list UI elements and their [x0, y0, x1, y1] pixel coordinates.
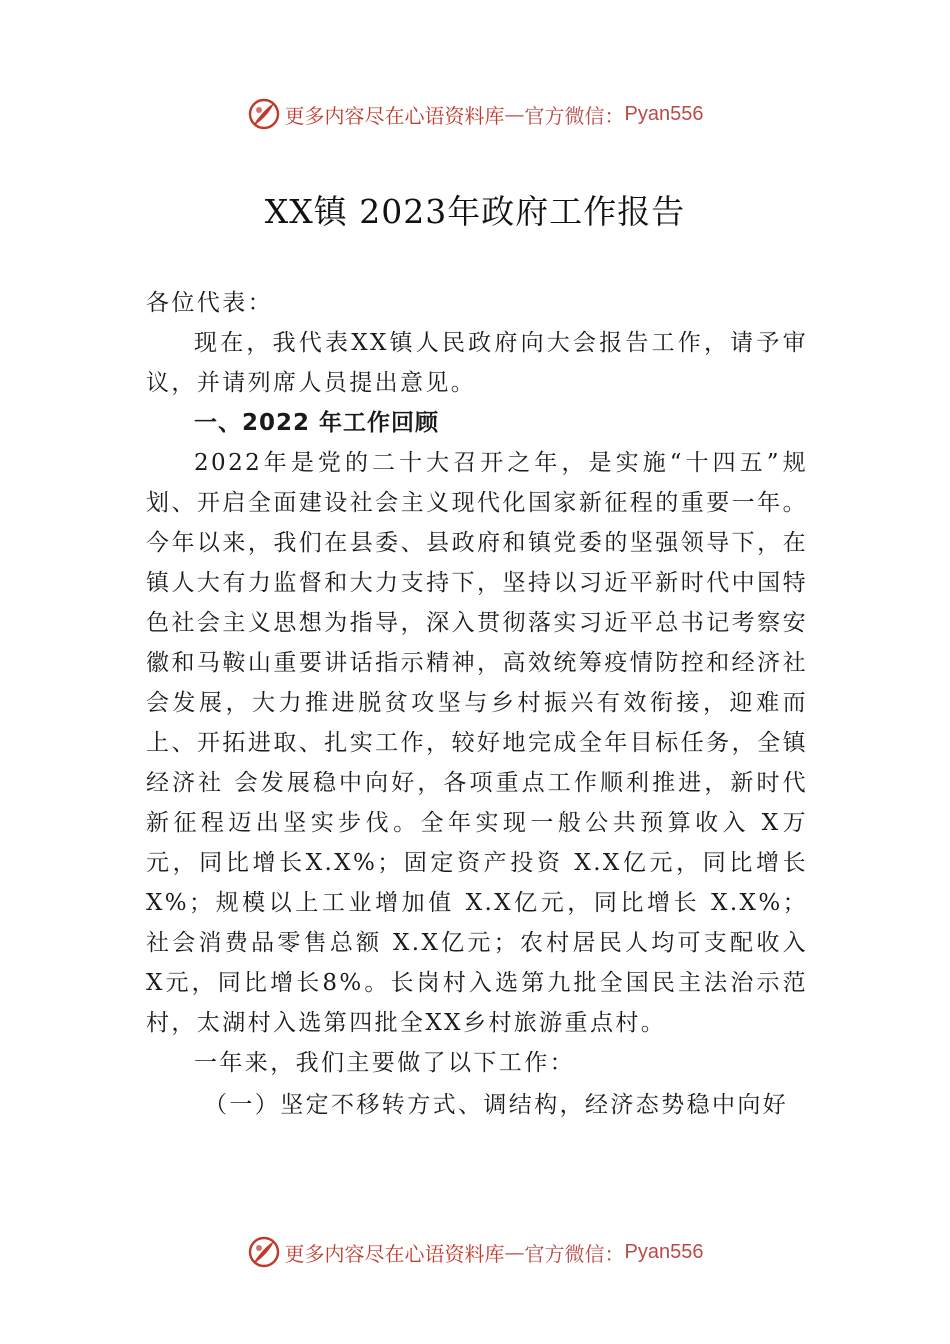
section-heading: 一、2022 年工作回顾 [194, 410, 440, 436]
review-paragraph: 2022年是党的二十大召开之年，是实施“十四五”规划、开启全面建设社会主义现代化国家新征程的重要一年。今年以来，我们在县委、县政府和镇党委的坚强领导下，在镇人大有力监督和大力支持下，坚持以习近平新时代中国特色社会主义思想为指导，深入贯彻落实习近平总书记考察安徽和马鞍山重要讲话指示精神，高效统筹疫情防控和经济社会发展，大力推进脱贫攻坚与乡村振兴有效衔接，迎难而上、开拓进取、扎实工作，较好地完成全年目标任务，全镇经济社 会发展稳中向好，各项重点工作顺利推进，新时代新征程迈出坚实步伐。全年实现一般公共预算收入 X万元，同比增长X.X%；固定资产投资 X.X亿元，同比增长 X%；规模以上工业增加值 X.X亿元，同比增长 X.X%；社会消费品零售总额 X.X亿元；农村居民人均可支配收入 X元，同比增长8%。长岗村入选第九批全国民主法治示范村，太湖村入选第四批全XX乡村旅游重点村。 [146, 450, 808, 1036]
work-intro-paragraph: 一年来，我们主要做了以下工作： [194, 1050, 575, 1076]
watermark-wechat-id: Pyan556 [624, 1240, 704, 1263]
watermark-header [0, 94, 950, 134]
watermark-dash: — [504, 1240, 525, 1264]
quill-seal-icon [247, 97, 281, 131]
watermark-wechat-label: 官方微信： [524, 1241, 625, 1266]
quill-seal-icon [247, 1235, 281, 1269]
document-title: XX镇 2023年政府工作报告 [264, 192, 686, 231]
salutation: 各位代表： [146, 290, 273, 316]
watermark-dash: — [504, 102, 525, 126]
watermark-text: 更多内容尽在心语资料库 [284, 1241, 505, 1266]
watermark-text: 更多内容尽在心语资料库 [284, 103, 505, 128]
intro-paragraph: 现在，我代表XX镇人民政府向大会报告工作，请予审议，并请列席人员提出意见。 [146, 330, 808, 396]
watermark-wechat-label: 官方微信： [524, 103, 625, 128]
watermark-wechat-id: Pyan556 [624, 102, 704, 125]
watermark-footer [0, 1232, 950, 1272]
subsection-heading: （一）坚定不移转方式、调结构，经济态势稳中向好 [204, 1092, 789, 1118]
document-body [146, 283, 808, 1127]
